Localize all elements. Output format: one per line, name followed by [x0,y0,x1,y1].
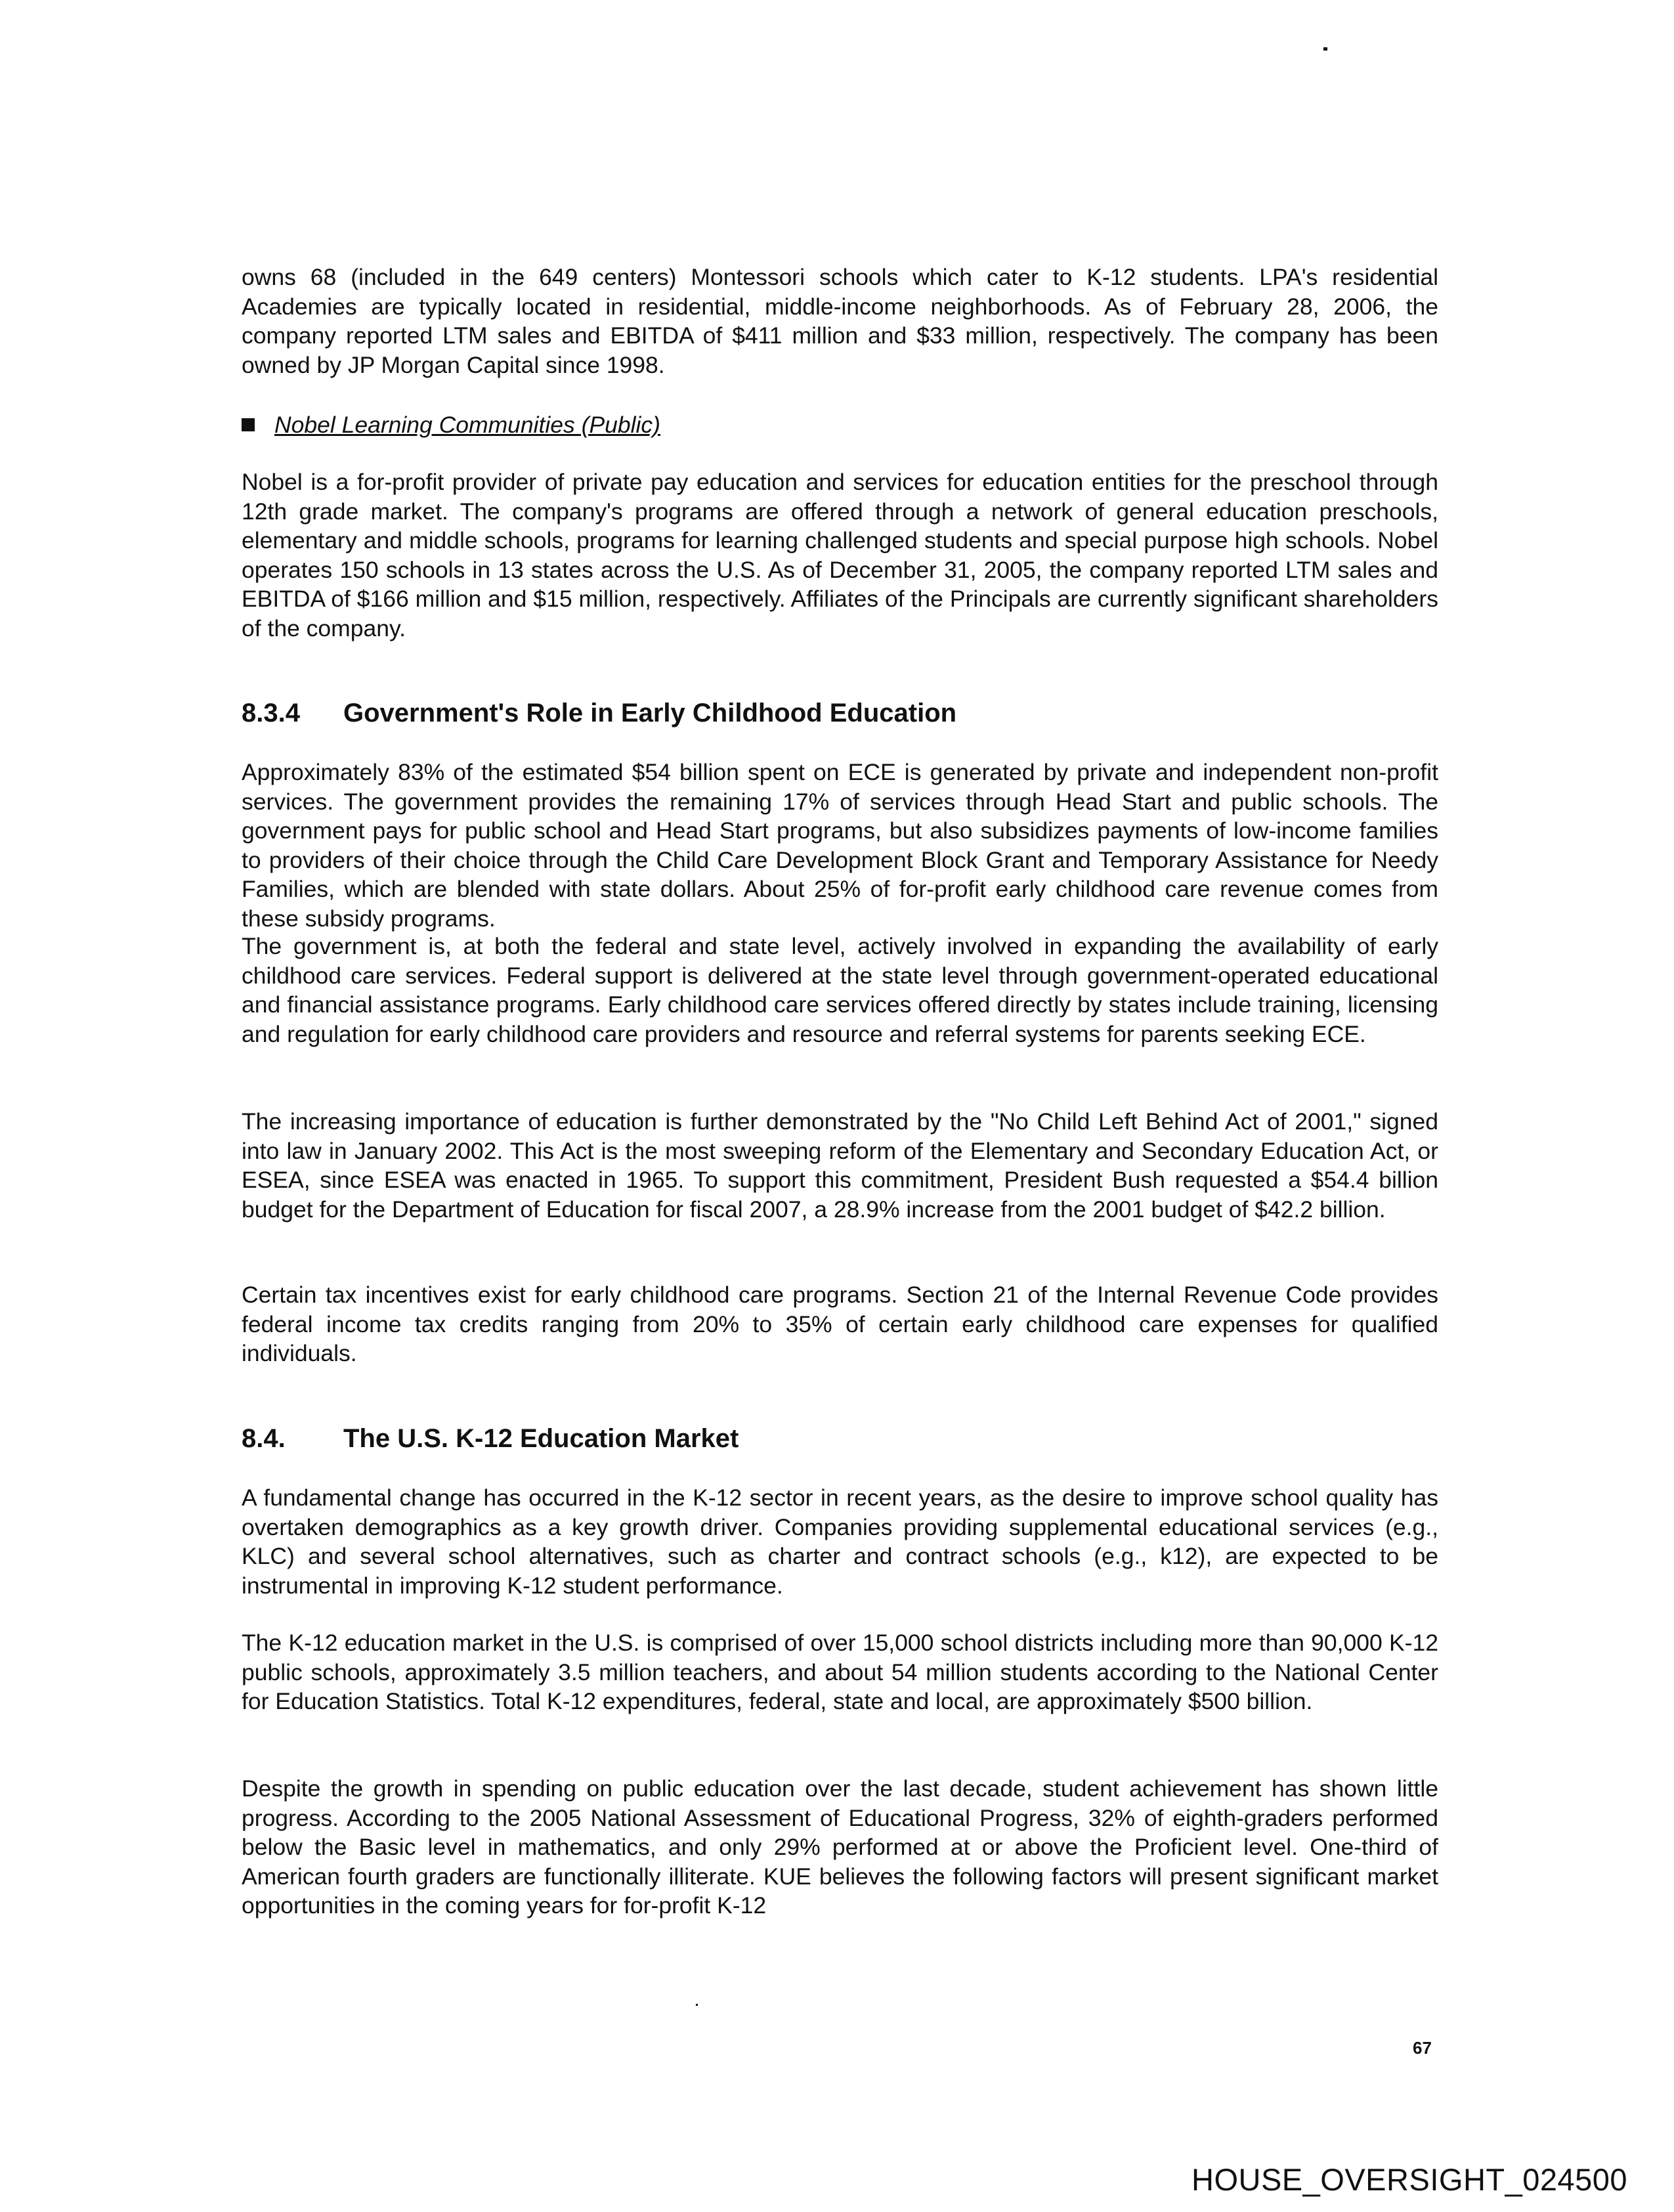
square-bullet-icon [242,418,255,431]
section-834-heading [242,697,956,729]
scan-speck [696,2004,698,2006]
section-834-paragraph-1: Approximately 83% of the estimated $54 billion spent on ECE is generated by private and independent non-profit services. The government provides the remaining 17% of services through Head Start and public schools. The government pays for public school and Head Start programs, but also subsidizes payments of low-income families to providers of their choice through the Child Care Development Block Grant and Temporary Assistance for Needy Families, which are blended with state dollars. About 25% of for-profit early childhood care revenue comes from these subsidy programs. [242,759,1438,932]
section-834-paragraph-4: Certain tax incentives exist for early childhood care programs. Section 21 of the Internal Revenue Code provides federal income tax credits ranging from 20% to 35% of certain early childhood care expenses for qualified individuals. [242,1282,1438,1366]
section-834-paragraph-3: The increasing importance of education is further demonstrated by the "No Child Left Behind Act of 2001," signed into law in January 2002. This Act is the most sweeping reform of the Elementary and Secondary Education Act, or ESEA, since ESEA was enacted in 1965. To support this commitment, President Bush requested a $54.4 billion budget for the Department of Education for fiscal 2007, a 28.9% increase from the 2001 budget of $42.2 billion. [242,1108,1438,1223]
intro-paragraph: owns 68 (included in the 649 centers) Montessori schools which cater to K-12 students. LPA's residential Academies are typically located in residential, middle-income neighborhoods. As of February 28, 2006, the company reported LTM sales and EBITDA of $411 million and $33 million, respectively. The company has been owned by JP Morgan Capital since 1998. [242,264,1438,378]
section-834-number: 8.3.4 [242,699,300,727]
section-84-paragraph-3: Despite the growth in spending on public education over the last decade, student achievement has shown little progress. According to the 2005 National Assessment of Educational Progress, 32% of eighth-graders performed below the Basic level in mathematics, and only 29% performed at or above the Proficient level. One-third of American fourth graders are functionally illiterate. KUE believes the following factors will present significant market opportunities in the coming years for for-profit K-12 [242,1775,1438,1919]
section-84-paragraph-2: The K-12 education market in the U.S. is comprised of over 15,000 school districts including more than 90,000 K-12 public schools, approximately 3.5 million teachers, and about 54 million students according to the National Center for Education Statistics. Total K-12 expenditures, federal, state and local, are approximately $500 billion. [242,1630,1438,1714]
nobel-bullet-heading [242,410,660,439]
section-84-title: The U.S. K-12 Education Market [343,1424,739,1453]
section-84-heading [242,1423,739,1454]
nobel-heading-title: Nobel Learning Communities (Public) [274,412,660,438]
section-84-paragraph-1: A fundamental change has occurred in the K-12 sector in recent years, as the desire to improve school quality has overtaken demographics as a key growth driver. Companies providing supplemental educational services (e.g., KLC) and several school alternatives, such as charter and contract schools (e.g., k12), are expected to be instrumental in improving K-12 student performance. [242,1485,1438,1599]
page-number: 67 [1413,2038,1432,2058]
bates-number: HOUSE_OVERSIGHT_024500 [1191,2162,1628,2197]
nobel-paragraph: Nobel is a for-profit provider of private pay education and services for education entities for the preschool through 12th grade market. The company's programs are offered through a network of general education preschools, elementary and middle schools, programs for learning challenged students and special purpose high schools. Nobel operates 150 schools in 13 states across the U.S. As of December 31, 2005, the company reported LTM sales and EBITDA of $166 million and $15 million, respectively. Affiliates of the Principals are currently significant shareholders of the company. [242,469,1438,641]
section-834-paragraph-2: The government is, at both the federal and state level, actively involved in expanding the availability of early childhood care services. Federal support is delivered at the state level through government-operated educational and financial assistance programs. Early childhood care services offered directly by states include training, licensing and regulation for early childhood care providers and resource and referral systems for parents seeking ECE. [242,933,1438,1047]
scan-speck [1323,47,1327,51]
section-834-title: Government's Role in Early Childhood Education [343,699,957,727]
section-84-number: 8.4. [242,1424,286,1453]
